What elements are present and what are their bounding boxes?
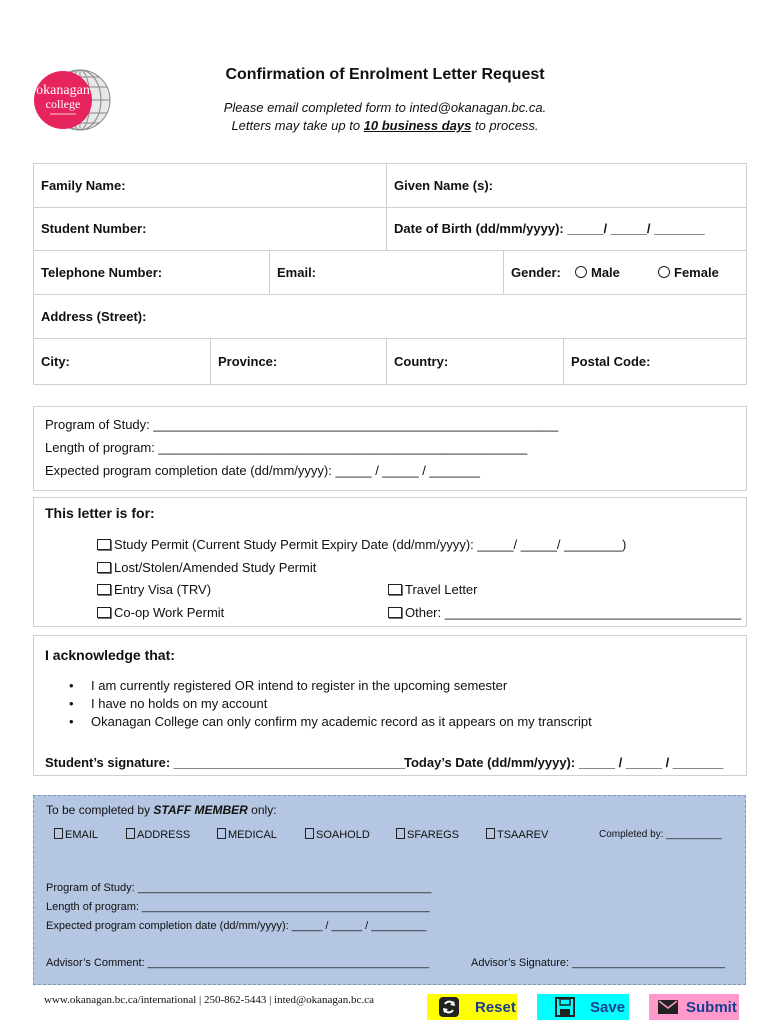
staff-checkbox-label: SOAHOLD (316, 829, 370, 841)
completed-by-field[interactable]: Completed by: __________ (599, 829, 722, 840)
column-divider (269, 250, 270, 294)
footer-contact: www.okanagan.bc.ca/international | 250-862-5443 | inted@okanagan.bc.ca (44, 994, 374, 1006)
column-divider (503, 250, 504, 294)
column-divider (210, 338, 211, 385)
advisor-comment-field[interactable]: Advisor’s Comment: ______________________________________________ (46, 957, 430, 969)
other-label: Other: _________________________________________ (405, 605, 742, 620)
letter-purpose-heading: This letter is for: (45, 505, 155, 521)
student-number-field[interactable]: Student Number: (41, 221, 147, 236)
staff-intro-pre: To be completed by (46, 803, 154, 817)
lost-permit-checkbox[interactable] (97, 560, 316, 575)
advisor-signature-field[interactable]: Advisor’s Signature: _________________________ (471, 957, 726, 969)
staff-length-field[interactable]: Length of program: _______________________________________________ (46, 901, 430, 913)
gender-female-radio[interactable] (658, 265, 719, 280)
gender-label: Gender: (511, 265, 561, 280)
length-of-program-field[interactable]: Length of program: ___________________________________________________ (45, 440, 528, 455)
travel-letter-checkbox[interactable] (388, 582, 478, 597)
row-divider (33, 338, 747, 339)
checkbox-icon (396, 828, 405, 839)
checkbox-icon (97, 562, 111, 573)
checkbox-icon (486, 828, 495, 839)
checkbox-icon (388, 584, 402, 595)
other-checkbox[interactable] (388, 605, 741, 620)
address-field[interactable]: Address (Street): (41, 309, 147, 324)
country-field[interactable]: Country: (394, 354, 449, 369)
staff-program-field[interactable]: Program of Study: ________________________________________________ (46, 882, 432, 894)
checkbox-icon (97, 607, 111, 618)
reset-label: Reset (475, 998, 516, 1016)
staff-checkbox-label: SFAREGS (407, 829, 459, 841)
staff-checkbox-label: TSAAREV (497, 829, 549, 841)
study-permit-label: Study Permit (Current Study Permit Expiry Date (dd/mm/yyyy): _____/ _____/ ________) (114, 537, 627, 552)
submit-button[interactable] (649, 994, 739, 1020)
date-of-birth-field[interactable]: Date of Birth (dd/mm/yyyy): _____/ _____/ _______ (394, 221, 705, 236)
male-label: Male (591, 265, 620, 280)
staff-section (33, 795, 746, 985)
reset-button[interactable] (427, 994, 517, 1020)
acknowledge-heading: I acknowledge that: (45, 647, 175, 663)
entry-visa-label: Entry Visa (TRV) (114, 582, 212, 597)
save-button[interactable] (537, 994, 629, 1020)
checkbox-icon (388, 607, 402, 618)
staff-checkbox-email[interactable] (54, 828, 98, 841)
column-divider (386, 163, 387, 250)
row-divider (33, 294, 747, 295)
instruction-line-1: Please email completed form to inted@okanagan.bc.ca. (223, 100, 547, 115)
telephone-field[interactable]: Telephone Number: (41, 265, 163, 280)
column-divider (563, 338, 564, 385)
staff-checkbox-medical[interactable] (217, 828, 277, 841)
row-divider (33, 207, 747, 208)
entry-visa-checkbox[interactable] (97, 582, 211, 597)
submit-label: Submit (686, 998, 737, 1016)
staff-checkbox-address[interactable] (126, 828, 190, 841)
staff-checkbox-soahold[interactable] (305, 828, 370, 841)
list-item: • I am currently registered OR intend to register in the upcoming semester (35, 677, 592, 695)
row-divider (33, 250, 747, 251)
coop-permit-checkbox[interactable] (97, 605, 224, 620)
instruction-line-2 (0, 118, 770, 133)
staff-intro (46, 803, 277, 817)
todays-date-field[interactable]: Today’s Date (dd/mm/yyyy): _____ / _____ / _______ (404, 755, 724, 770)
reset-icon (437, 996, 463, 1018)
radio-icon (658, 266, 670, 278)
coop-permit-label: Co-op Work Permit (114, 605, 225, 620)
postal-code-field[interactable]: Postal Code: (571, 354, 651, 369)
female-label: Female (674, 265, 719, 280)
province-field[interactable]: Province: (218, 354, 278, 369)
family-name-field[interactable]: Family Name: (41, 178, 126, 193)
lost-permit-label: Lost/Stolen/Amended Study Permit (114, 560, 317, 575)
staff-intro-post: only: (247, 803, 277, 817)
student-signature-field[interactable]: Student’s signature: ________________________________ (45, 755, 406, 770)
envelope-icon (657, 998, 679, 1016)
staff-checkbox-tsaarev[interactable] (486, 828, 548, 841)
staff-checkbox-label: ADDRESS (137, 829, 191, 841)
column-divider (386, 338, 387, 385)
program-of-study-field[interactable]: Program of Study: ________________________________________________________ (45, 417, 559, 432)
logo-text-college: college (45, 97, 81, 111)
city-field[interactable]: City: (41, 354, 70, 369)
list-item: • I have no holds on my account (35, 695, 592, 713)
logo-text-okanagan: okanagan (36, 83, 90, 98)
radio-icon (575, 266, 587, 278)
business-days: 10 business days (363, 118, 472, 133)
list-item: • Okanagan College can only confirm my academic record as it appears on my transcript (35, 713, 592, 731)
checkbox-icon (126, 828, 135, 839)
checkbox-icon (97, 584, 111, 595)
page-title: Confirmation of Enrolment Letter Request (225, 66, 545, 83)
save-icon (554, 996, 576, 1018)
completion-date-field[interactable]: Expected program completion date (dd/mm/yyyy): _____ / _____ / _______ (45, 463, 481, 478)
staff-checkbox-label: EMAIL (65, 829, 99, 841)
acknowledge-list (35, 677, 592, 731)
staff-checkbox-label: MEDICAL (228, 829, 277, 841)
gender-male-radio[interactable] (575, 265, 620, 280)
instruction-line-2-pre: Letters may take up to (231, 118, 364, 133)
staff-checkbox-sfaregs[interactable] (396, 828, 459, 841)
checkbox-icon (54, 828, 63, 839)
save-label: Save (590, 998, 626, 1016)
given-name-field[interactable]: Given Name (s): (394, 178, 493, 193)
travel-letter-label: Travel Letter (405, 582, 478, 597)
staff-member-label: STAFF MEMBER (153, 803, 248, 817)
study-permit-checkbox[interactable] (97, 537, 626, 552)
staff-completion-field[interactable]: Expected program completion date (dd/mm/yyyy): _____ / _____ / _________ (46, 920, 427, 932)
checkbox-icon (97, 539, 111, 550)
checkbox-icon (217, 828, 226, 839)
instruction-line-2-post: to process. (471, 118, 539, 133)
email-field[interactable]: Email: (277, 265, 317, 280)
checkbox-icon (305, 828, 314, 839)
